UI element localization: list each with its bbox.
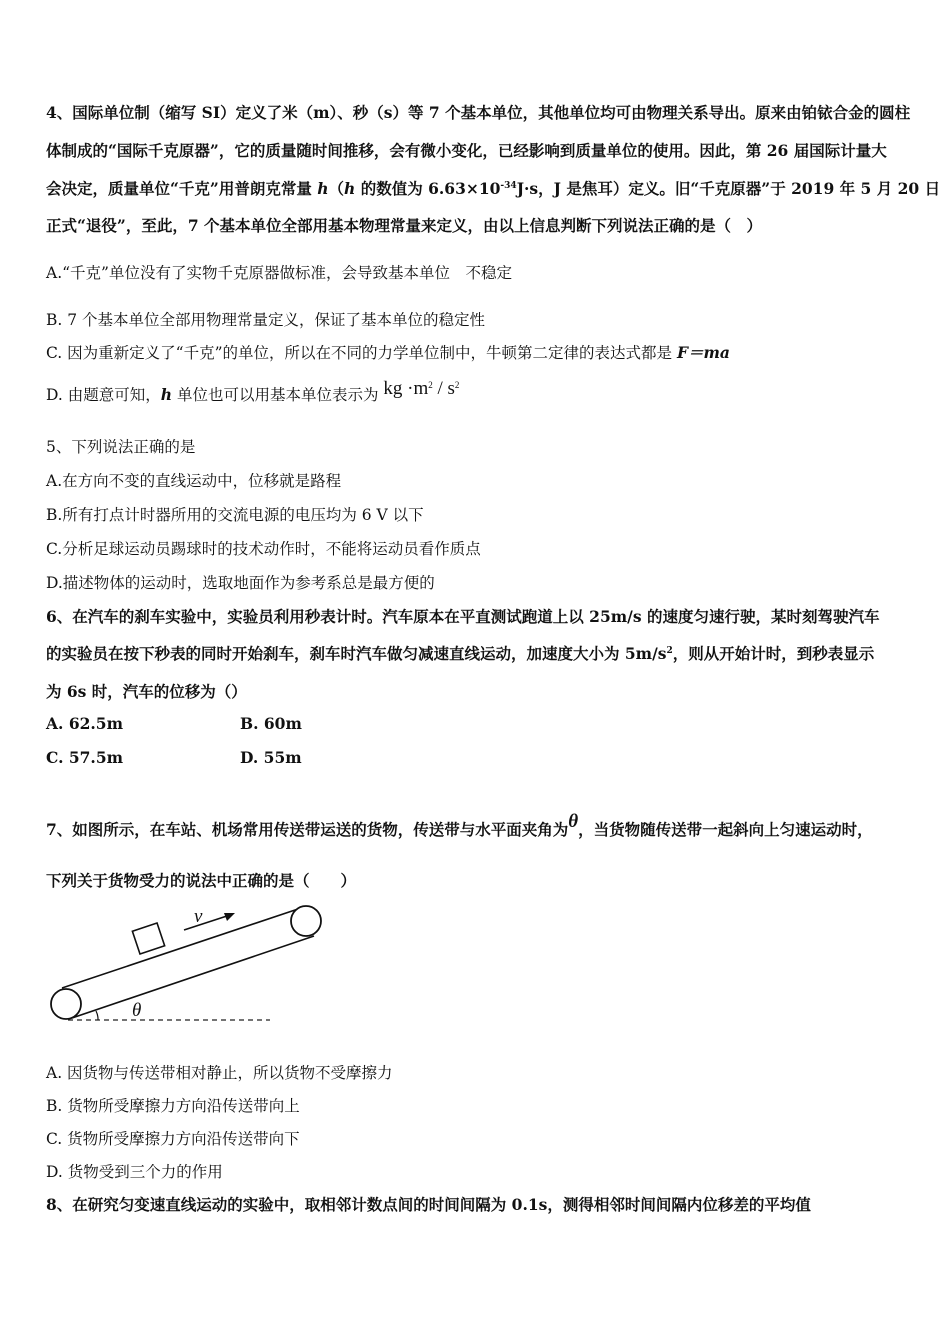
q7-theta-inline: θ	[568, 811, 579, 832]
q6-line-2-b: ，则从开始计时，到秒表显示	[672, 644, 875, 663]
q7-line-1-a: 7、如图所示，在车站、机场常用传送带运送的货物，传送带与水平面夹角为	[46, 820, 569, 839]
q7-option-d: D. 货物受到三个力的作用	[46, 1163, 223, 1181]
q7-line-1	[46, 811, 873, 841]
q7-option-a: A. 因货物与传送带相对静止，所以货物不受摩擦力	[46, 1064, 393, 1082]
q6-line-3: 为 6s 时，汽车的位移为（）	[46, 682, 247, 701]
q4-line-3-a: 会决定，质量单位“千克”用普朗克常量	[46, 179, 318, 198]
upper-pulley	[291, 906, 321, 936]
q4-option-c	[46, 341, 730, 363]
q7-line-1-b: ，当货物随传送带一起斜向上匀速运动时，	[578, 820, 873, 839]
lower-pulley	[51, 989, 81, 1019]
q4-exponent: -34	[500, 181, 517, 191]
q5-option-d: D.描述物体的运动时，选取地面作为参考系总是最方便的	[46, 574, 435, 592]
velocity-arrowhead	[224, 913, 235, 921]
conveyor-belt-figure	[44, 900, 334, 1030]
q6-line-2	[46, 642, 874, 664]
q4-option-a: A.“千克”单位没有了实物千克原器做标准，会导致基本单位 不稳定	[46, 264, 512, 282]
q4-line-3-c: 的数值为 6.63×10	[355, 179, 501, 198]
unit-sup-2: 2	[454, 380, 460, 390]
angle-label: θ	[132, 1000, 142, 1021]
q6-line-2-a: 的实验员在按下秒表的同时开始刹车，刹车时汽车做匀减速直线运动，加速度大小为 5m/s	[46, 644, 667, 663]
q4-h-symbol: h	[317, 179, 329, 198]
angle-arc	[96, 1011, 98, 1020]
belt-bottom-edge	[72, 936, 314, 1018]
q4-option-d-text: D. 由题意可知，	[46, 386, 161, 404]
q6-option-a: A. 62.5m	[46, 714, 123, 733]
q6-option-c: C. 57.5m	[46, 748, 124, 767]
q4-option-d-unit	[383, 378, 459, 399]
q4-line-3-b: （	[328, 179, 345, 198]
q6-line-1: 6、在汽车的刹车实验中，实验员利用秒表计时。汽车原本在平直测试跑道上以 25m/s 的速度匀速行驶，某时刻驾驶汽车	[46, 607, 880, 626]
unit-sup-1: 2	[428, 380, 433, 390]
q4-line-4: 正式“退役”，至此，7 个基本单位全部用基本物理常量来定义，由以上信息判断下列说法正确的是（ ）	[46, 216, 763, 235]
q4-option-d	[46, 378, 460, 406]
q5-option-a: A.在方向不变的直线运动中，位移就是路程	[46, 472, 342, 490]
q5-title: 5、下列说法正确的是	[46, 438, 196, 456]
q4-line-3-d: J·s，J 是焦耳）定义。旧“千克原器”于 2019 年 5 月 20 日	[516, 179, 941, 198]
q4-h-symbol-2: h	[344, 179, 356, 198]
q4-line-2: 体制成的“国际千克原器”，它的质量随时间推移，会有微小变化，已经影响到质量单位的使用。因此，第 26 届国际计量大	[46, 141, 887, 160]
q4-option-c-formula: F＝ma	[676, 343, 730, 362]
q6-option-d: D. 55m	[240, 748, 302, 767]
q6-line-2-sup: 2	[666, 646, 673, 656]
unit-s: / s	[432, 378, 455, 399]
cargo-box	[132, 923, 164, 954]
velocity-arrow	[184, 915, 230, 930]
q7-option-c: C. 货物所受摩擦力方向沿传送带向下	[46, 1130, 300, 1148]
q7-option-b: B. 货物所受摩擦力方向沿传送带向上	[46, 1097, 300, 1115]
belt-top-edge	[62, 907, 304, 988]
q4-line-1: 4、国际单位制（缩写 SI）定义了米（m）、秒（s）等 7 个基本单位，其他单位均可由物理关系导出。原来由铂铱合金的圆柱	[46, 103, 911, 122]
unit-kg-m: kg ·m	[383, 378, 429, 399]
q5-option-c: C.分析足球运动员踢球时的技术动作时，不能将运动员看作质点	[46, 540, 481, 558]
q5-option-b: B.所有打点计时器所用的交流电源的电压均为 6 V 以下	[46, 506, 424, 524]
q4-line-3	[46, 177, 940, 199]
q4-option-d-h: h	[160, 385, 173, 404]
q7-line-2: 下列关于货物受力的说法中正确的是（ ）	[46, 871, 357, 890]
q4-option-d-text-2: 单位也可以用基本单位表示为	[172, 386, 384, 404]
q8-line-1: 8、在研究匀变速直线运动的实验中，取相邻计数点间的时间间隔为 0.1s，测得相邻时间间隔内位移差的平均值	[46, 1195, 811, 1214]
q4-option-b: B. 7 个基本单位全部用物理常量定义，保证了基本单位的稳定性	[46, 311, 486, 329]
q4-option-c-text: C. 因为重新定义了“千克”的单位，所以在不同的力学单位制中，牛顿第二定律的表达式都是	[46, 344, 677, 362]
q6-option-b: B. 60m	[240, 714, 302, 733]
velocity-label: v	[194, 906, 203, 927]
